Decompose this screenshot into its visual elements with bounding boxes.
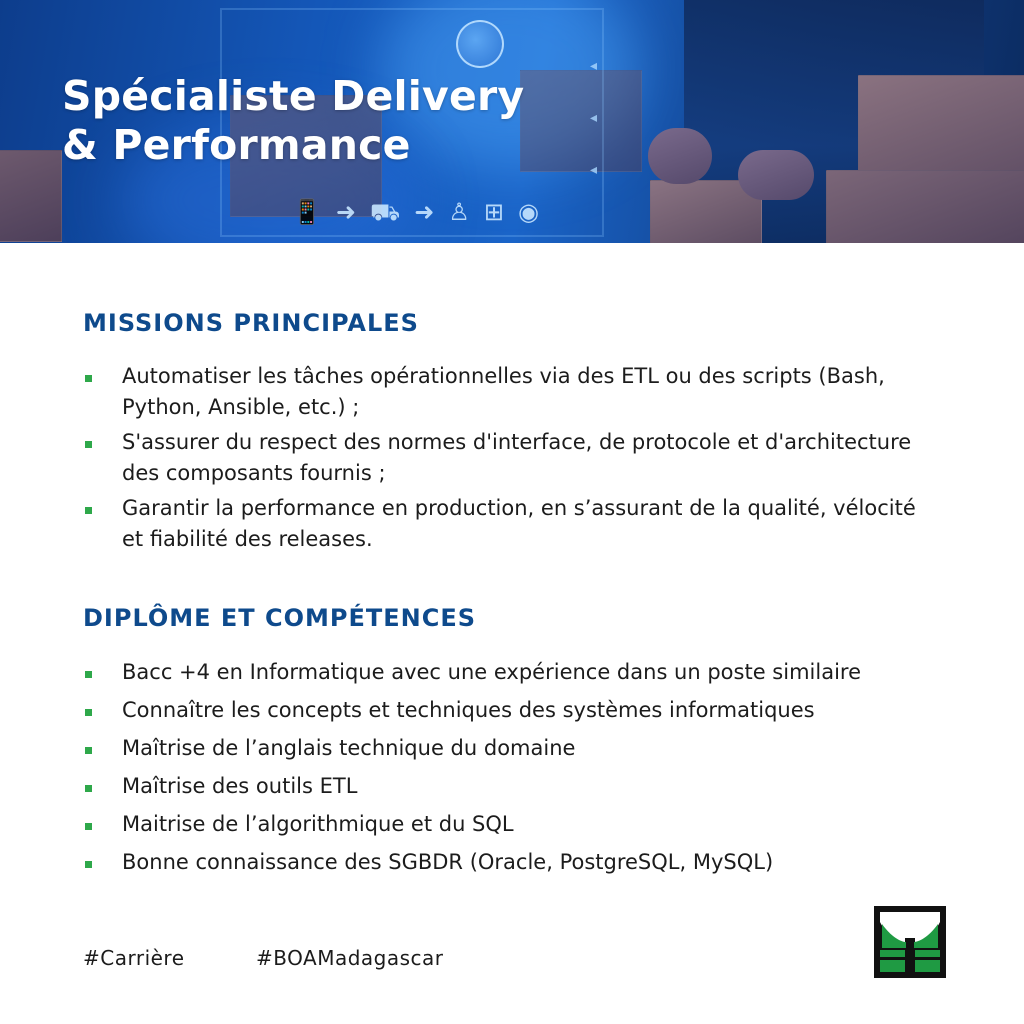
- boa-logo: [874, 906, 946, 978]
- bullet-icon: [85, 709, 92, 716]
- missions-heading: MISSIONS PRINCIPALES: [83, 309, 419, 337]
- list-item-text: Automatiser les tâches opérationnelles via des ETL ou des scripts (Bash, Python, Ansible, etc.) ;: [122, 364, 885, 419]
- list-item-text: Maîtrise des outils ETL: [122, 774, 358, 798]
- list-item: [83, 809, 943, 840]
- arrow-icon: ➜: [335, 198, 356, 226]
- boa-logo-mark: [876, 908, 944, 976]
- truck-icon: ⛟: [370, 198, 401, 226]
- hero-banner: [0, 0, 1024, 243]
- list-item-text: Garantir la performance en production, en s’assurant de la qualité, vélocité et fiabilité des releases.: [122, 496, 916, 551]
- list-item-text: Maîtrise de l’anglais technique du domaine: [122, 736, 576, 760]
- page-title: [62, 72, 524, 170]
- hero-box: [826, 170, 1024, 243]
- missions-list: [83, 361, 943, 559]
- list-item: [83, 493, 943, 555]
- bullet-icon: [85, 823, 92, 830]
- bullet-icon: [85, 441, 92, 448]
- list-item: [83, 733, 943, 764]
- list-item: [83, 847, 943, 878]
- arrow-icon: ➜: [414, 198, 435, 226]
- list-item-text: S'assurer du respect des normes d'interface, de protocole et d'architecture des composants fournis ;: [122, 430, 912, 485]
- list-item: [83, 771, 943, 802]
- gift-icon: ⊞: [483, 198, 504, 226]
- list-item-text: Bacc +4 en Informatique avec une expérience dans un poste similaire: [122, 660, 861, 684]
- bullet-icon: [85, 671, 92, 678]
- person-icon: ♙: [448, 198, 470, 226]
- hashtag-boamadagascar-link[interactable]: #BOAMadagascar: [256, 946, 444, 970]
- bullet-icon: [85, 785, 92, 792]
- hero-box: [0, 150, 62, 242]
- list-item-text: Bonne connaissance des SGBDR (Oracle, PostgreSQL, MySQL): [122, 850, 774, 874]
- list-item: [83, 695, 943, 726]
- hashtag-carriere-link[interactable]: #Carrière: [83, 946, 185, 970]
- bullet-icon: [85, 861, 92, 868]
- globe-icon: [456, 20, 504, 68]
- bullet-icon: [85, 375, 92, 382]
- hero-hand: [738, 150, 814, 200]
- list-item-text: Maitrise de l’algorithmique et du SQL: [122, 812, 514, 836]
- page-title-line-1: Spécialiste Delivery: [62, 72, 525, 120]
- phone-icon: 📱: [292, 198, 322, 226]
- headset-icon: ◉: [517, 198, 539, 226]
- diplome-heading: DIPLÔME ET COMPÉTENCES: [83, 604, 477, 632]
- list-item: [83, 361, 943, 423]
- hero-hand: [648, 128, 712, 184]
- bullet-icon: [85, 507, 92, 514]
- list-item: [83, 427, 943, 489]
- bullet-icon: [85, 747, 92, 754]
- list-item-text: Connaître les concepts et techniques des systèmes informatiques: [122, 698, 815, 722]
- hero-icon-row: [292, 198, 539, 229]
- diplome-list: [83, 657, 943, 885]
- list-item: [83, 657, 943, 688]
- page-title-line-2: & Performance: [62, 121, 411, 169]
- hero-chevrons: ◂ ◂ ◂: [590, 58, 598, 178]
